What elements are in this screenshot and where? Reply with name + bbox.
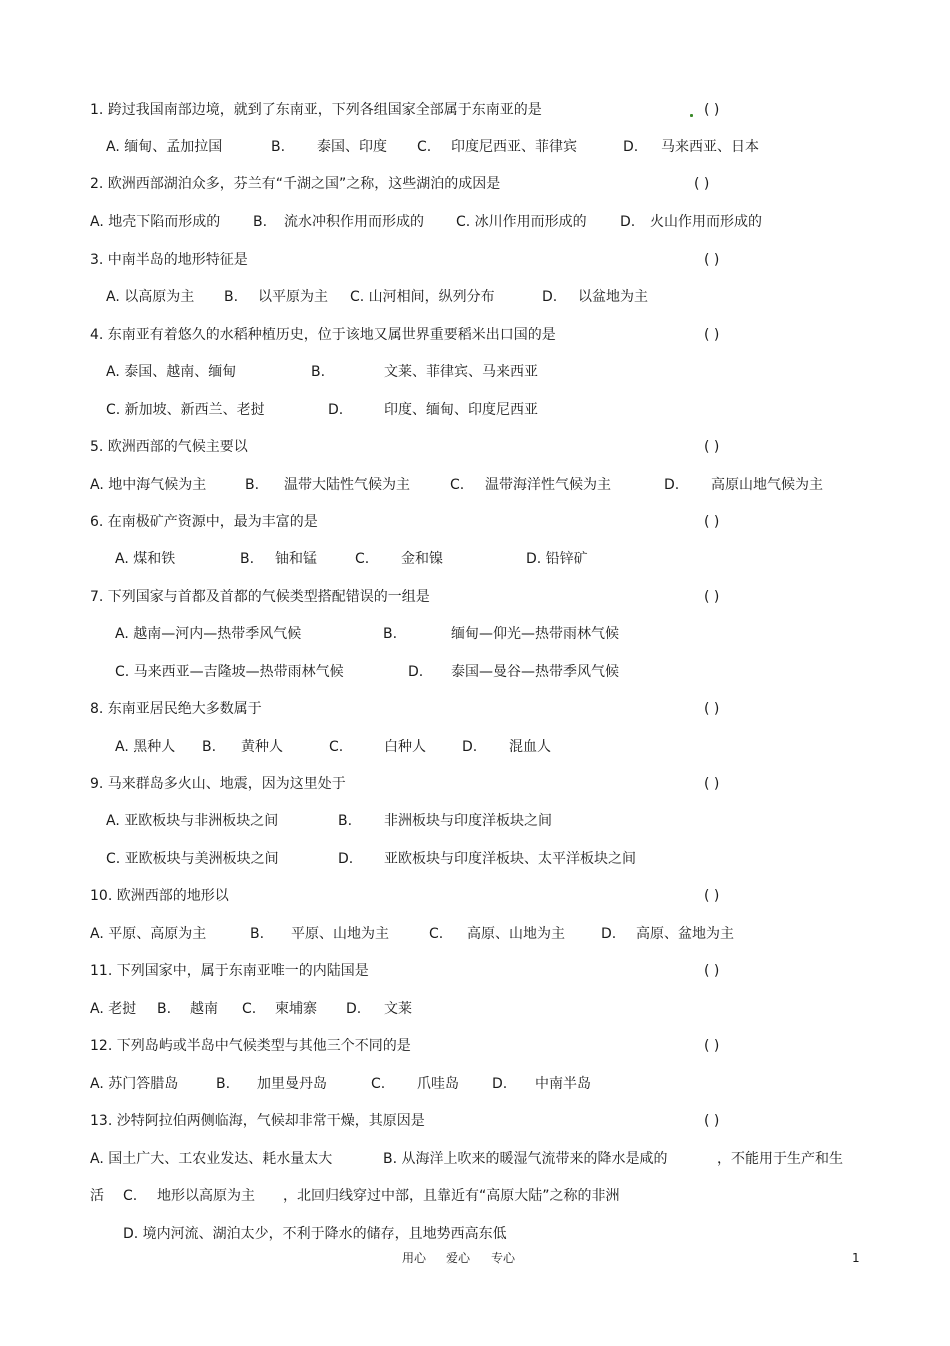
footer-text-2: 爱心 — [446, 1251, 471, 1265]
q11-option-c: 柬埔寨 — [275, 1001, 317, 1017]
question-11-stem: 11. 下列国家中，属于东南亚唯一的内陆国是 — [90, 963, 369, 979]
q5-option-c: 温带海洋性气候为主 — [485, 477, 611, 493]
question-6-answer-blank: ( ) — [704, 514, 720, 530]
q4-option-b: 文莱、菲律宾、马来西亚 — [384, 364, 538, 380]
q4-option-a: A. 泰国、越南、缅甸 — [106, 364, 237, 380]
q7-option-d-label: D. — [408, 664, 424, 680]
q2-option-d-label: D. — [620, 214, 636, 230]
q2-option-c: C. 冰川作用而形成的 — [456, 214, 587, 230]
q1-option-d-label: D. — [623, 139, 639, 155]
question-10-stem: 10. 欧洲西部的地形以 — [90, 888, 229, 904]
q1-option-d: 马来西亚、日本 — [661, 139, 759, 155]
q2-option-b-label: B. — [253, 214, 268, 230]
q8-option-d: 混血人 — [509, 739, 551, 755]
q11-option-a: A. 老挝 — [90, 1001, 137, 1017]
q5-option-b: 温带大陆性气候为主 — [284, 477, 410, 493]
q13-option-c-continued: ，北回归线穿过中部，且靠近有“高原大陆”之称的非洲 — [283, 1188, 620, 1204]
q12-option-b-label: B. — [216, 1076, 231, 1092]
question-5-answer-blank: ( ) — [704, 439, 720, 455]
q8-option-b: 黄种人 — [241, 739, 283, 755]
q10-option-c-label: C. — [429, 926, 444, 942]
q8-option-c-label: C. — [329, 739, 344, 755]
q13-option-b-continued: ，不能用于生产和生 — [717, 1151, 843, 1167]
question-5-stem: 5. 欧洲西部的气候主要以 — [90, 439, 248, 455]
q8-option-a: A. 黑种人 — [115, 739, 176, 755]
q5-option-d-label: D. — [664, 477, 680, 493]
question-7-stem: 7. 下列国家与首都及首都的气候类型搭配错误的一组是 — [90, 589, 430, 605]
question-10-answer-blank: ( ) — [704, 888, 720, 904]
q13-option-b: B. 从海洋上吹来的暖湿气流带来的降水是咸的 — [383, 1151, 668, 1167]
q11-option-b-label: B. — [157, 1001, 172, 1017]
q12-option-c: 爪哇岛 — [417, 1076, 459, 1092]
q12-option-b: 加里曼丹岛 — [257, 1076, 327, 1092]
q9-option-d-label: D. — [338, 851, 354, 867]
q10-option-d-label: D. — [601, 926, 617, 942]
q10-option-a: A. 平原、高原为主 — [90, 926, 207, 942]
question-8-stem: 8. 东南亚居民绝大多数属于 — [90, 701, 262, 717]
q2-option-b: 流水冲积作用而形成的 — [284, 214, 424, 230]
q10-option-b-label: B. — [250, 926, 265, 942]
q9-option-c: C. 亚欧板块与美洲板块之间 — [106, 851, 279, 867]
q6-option-d: D. 铅锌矿 — [526, 551, 588, 567]
q11-option-d-label: D. — [346, 1001, 362, 1017]
question-1-stem: 1. 跨过我国南部边境，就到了东南亚，下列各组国家全部属于东南亚的是 — [90, 102, 542, 118]
q13-option-b-wrap: 活 — [90, 1188, 104, 1204]
q1-option-c-label: C. — [417, 139, 432, 155]
question-4-stem: 4. 东南亚有着悠久的水稻种植历史，位于该地又属世界重要稻米出口国的是 — [90, 327, 556, 343]
q1-option-b-label: B. — [271, 139, 286, 155]
q13-option-c: 地形以高原为主 — [157, 1188, 255, 1204]
q8-option-d-label: D. — [462, 739, 478, 755]
q12-option-d-label: D. — [492, 1076, 508, 1092]
q7-option-a: A. 越南—河内—热带季风气候 — [115, 626, 302, 642]
q10-option-b: 平原、山地为主 — [291, 926, 389, 942]
q7-option-b: 缅甸—仰光—热带雨林气候 — [451, 626, 619, 642]
q7-option-d: 泰国—曼谷—热带季风气候 — [451, 664, 619, 680]
q11-option-b: 越南 — [190, 1001, 218, 1017]
q4-option-d: 印度、缅甸、印度尼西亚 — [384, 402, 538, 418]
q12-option-c-label: C. — [371, 1076, 386, 1092]
q10-option-d: 高原、盆地为主 — [636, 926, 734, 942]
q5-option-a: A. 地中海气候为主 — [90, 477, 207, 493]
q5-option-c-label: C. — [450, 477, 465, 493]
q3-option-d-label: D. — [542, 289, 558, 305]
green-mark — [690, 114, 693, 117]
q3-option-a: A. 以高原为主 — [106, 289, 195, 305]
q1-option-c: 印度尼西亚、菲律宾 — [451, 139, 577, 155]
question-3-answer-blank: ( ) — [704, 252, 720, 268]
q9-option-b: 非洲板块与印度洋板块之间 — [384, 813, 552, 829]
q6-option-b: 铀和锰 — [275, 551, 317, 567]
question-2-stem: 2. 欧洲西部湖泊众多，芬兰有“千湖之国”之称，这些湖泊的成因是 — [90, 176, 501, 192]
q11-option-c-label: C. — [242, 1001, 257, 1017]
q12-option-d: 中南半岛 — [535, 1076, 591, 1092]
question-2-answer-blank: ( ) — [694, 176, 710, 192]
question-1-answer-blank: ( ) — [704, 102, 720, 118]
q11-option-d: 文莱 — [384, 1001, 412, 1017]
question-11-answer-blank: ( ) — [704, 963, 720, 979]
q4-option-c: C. 新加坡、新西兰、老挝 — [106, 402, 265, 418]
q1-option-b: 泰国、印度 — [317, 139, 387, 155]
q3-option-c: C. 山河相间，纵列分布 — [350, 289, 495, 305]
q3-option-b: 以平原为主 — [258, 289, 328, 305]
q13-option-c-label: C. — [123, 1188, 138, 1204]
q9-option-a: A. 亚欧板块与非洲板块之间 — [106, 813, 279, 829]
question-13-stem: 13. 沙特阿拉伯两侧临海，气候却非常干燥，其原因是 — [90, 1113, 425, 1129]
q9-option-d: 亚欧板块与印度洋板块、太平洋板块之间 — [384, 851, 636, 867]
footer-text-3: 专心 — [491, 1251, 516, 1265]
q7-option-c: C. 马来西亚—吉隆坡—热带雨林气候 — [115, 664, 344, 680]
q2-option-a: A. 地壳下陷而形成的 — [90, 214, 221, 230]
q8-option-b-label: B. — [202, 739, 217, 755]
q7-option-b-label: B. — [383, 626, 398, 642]
question-7-answer-blank: ( ) — [704, 589, 720, 605]
question-6-stem: 6. 在南极矿产资源中，最为丰富的是 — [90, 514, 318, 530]
q10-option-c: 高原、山地为主 — [467, 926, 565, 942]
question-12-answer-blank: ( ) — [704, 1038, 720, 1054]
question-9-answer-blank: ( ) — [704, 776, 720, 792]
page-number: 1 — [852, 1251, 860, 1265]
q4-option-b-label: B. — [311, 364, 326, 380]
question-9-stem: 9. 马来群岛多火山、地震，因为这里处于 — [90, 776, 346, 792]
q6-option-b-label: B. — [240, 551, 255, 567]
question-12-stem: 12. 下列岛屿或半岛中气候类型与其他三个不同的是 — [90, 1038, 411, 1054]
q6-option-c-label: C. — [355, 551, 370, 567]
q9-option-b-label: B. — [338, 813, 353, 829]
q5-option-b-label: B. — [245, 477, 260, 493]
question-13-answer-blank: ( ) — [704, 1113, 720, 1129]
footer-text-1: 用心 — [402, 1251, 427, 1265]
q6-option-c: 金和镍 — [401, 551, 443, 567]
q5-option-d: 高原山地气候为主 — [711, 477, 823, 493]
question-8-answer-blank: ( ) — [704, 701, 720, 717]
q2-option-d: 火山作用而形成的 — [650, 214, 762, 230]
q6-option-a: A. 煤和铁 — [115, 551, 176, 567]
q12-option-a: A. 苏门答腊岛 — [90, 1076, 179, 1092]
q13-option-d: D. 境内河流、湖泊太少，不利于降水的储存，且地势西高东低 — [123, 1226, 507, 1242]
q3-option-b-label: B. — [224, 289, 239, 305]
question-4-answer-blank: ( ) — [704, 327, 720, 343]
question-3-stem: 3. 中南半岛的地形特征是 — [90, 252, 248, 268]
q4-option-d-label: D. — [328, 402, 344, 418]
q1-option-a: A. 缅甸、孟加拉国 — [106, 139, 223, 155]
q3-option-d: 以盆地为主 — [578, 289, 648, 305]
q13-option-a: A. 国土广大、工农业发达、耗水量太大 — [90, 1151, 333, 1167]
q8-option-c: 白种人 — [384, 739, 426, 755]
